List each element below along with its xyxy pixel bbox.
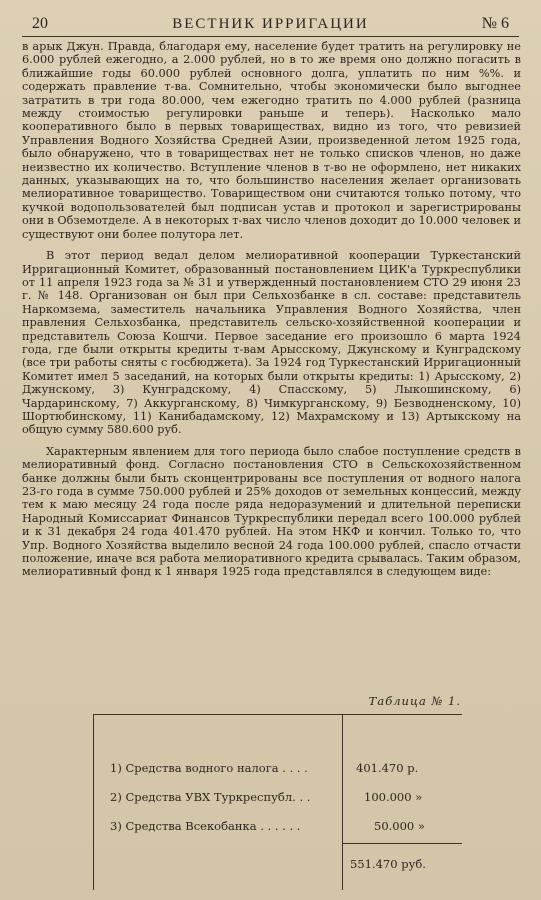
paragraph-3: Характерным явлением для того периода было слабое поступление средств в мелиоративный фонд. Согласно постановления СТО в Сельскохозяйственном банке должны были быть сконцентрированы все поступления от водного налога 23-го года в сумме 750.000 рублей и 25% доходов от земельных концессий, между тем к маю месяцу 24 года после ряда недоразумений и длительной переписки Народный Комиссариат Финансов Туркреспублики передал всего 100.000 рублей и к 31 декабря 24 года 401.470 рублей. На этом НКФ и кончил. Только то, что Упр. Водного Хозяйства выделило весной 24 года 100.000 рублей, спасло отчасти положение, иначе вся работа мелиоративного кредита срывалась. Таким образом, мелиоративный фонд к 1 января 1925 года представлялся в следующем виде: [22, 444, 521, 579]
page-number: 20 [32, 15, 48, 32]
table-row-label: 3) Средства Всекобанка . . . . . . [110, 819, 301, 833]
article-body [22, 40, 521, 587]
issue-number: № 6 [481, 15, 509, 32]
table-caption: Таблица № 1. [368, 694, 461, 708]
funds-table [93, 714, 462, 890]
table-total-value: 551.470 руб. [350, 857, 426, 871]
table-row-value: 100.000 » [364, 790, 423, 804]
journal-title: ВЕСТНИК ИРРИГАЦИИ [172, 16, 369, 32]
table-row-label: 2) Средства УВХ Туркреспубл. . . [110, 790, 311, 804]
table-row-value: 401.470 р. [356, 761, 419, 775]
page-header [22, 12, 519, 37]
table-total-rule [342, 843, 462, 844]
paragraph-1: в арык Джун. Правда, благодаря ему, население будет тратить на регулировку не 6.000 рублей ежегодно, а 2.000 рублей, но в то же время оно должно погасить в ближайшие годы 60.000 рублей основного долга, уплатить по ним %%. и содержать правление т-ва. Сомнительно, чтобы экономически было выгоднее затратить в три года 80.000, чем ежегодно тратить по 4.000 рублей (разница между стоимостью регулировки раньше и теперь). Насколько мало кооперативного было в первых товариществах, видно из того, что ревизией Управления Водного Хозяйства Средней Азии, произведенной летом 1925 года, было обнаружено, что в товариществах нет не только списков членов, но даже неизвестно их количество. Вступление членов в т-во не оформлено, нет никаких данных, указывающих на то, что большинство населения желает организовать мелиоративное товарищество. Товариществом они считаются только потому, что кучкой водопользователей был подписан устав и протокол и зарегистрированы они в Обземотделе. А в некоторых т-вах число членов доходит до 10.000 человек и существуют они более полутора лет. [22, 40, 521, 241]
table-row-value: 50.000 » [374, 819, 425, 833]
table-row-label: 1) Средства водного налога . . . . [110, 761, 308, 775]
table-column-divider [342, 715, 343, 890]
paragraph-2: В этот период ведал делом мелиоративной кооперации Туркестанский Ирригационный Комитет, образованный постановлением ЦИК'а Туркреспублики от 11 апреля 1923 года за № 31 и утвержденный постановлением СТО 29 июня 23 г. № 148. Организован он был при Сельхозбанке в сл. составе: представитель Наркомзема, заместитель начальника Управления Водного Хозяйства, член правления Сельхозбанка, представитель сельско-хозяйственной кооперации и представитель Союза Кошчи. Первое заседание его произошло 6 марта 1924 года, где были открыты кредиты т-вам Арысскому, Джунскому и Кунградскому (все три работы сняты с госбюджета). За 1924 год Туркестанский Ирригационный Комитет имел 5 заседаний, на которых были открыты кредиты: 1) Арысскому, 2) Джунскому, 3) Кунградскому, 4) Спасскому, 5) Лыкошинскому, 6) Чардаринскому, 7) Аккурганскому, 8) Чимкурганскому, 9) Безводненскому, 10) Шортюбинскому, 11) Канибадамскому, 12) Махрамскому и 13) Артыкскому на общую сумму 580.600 руб. [22, 249, 521, 437]
